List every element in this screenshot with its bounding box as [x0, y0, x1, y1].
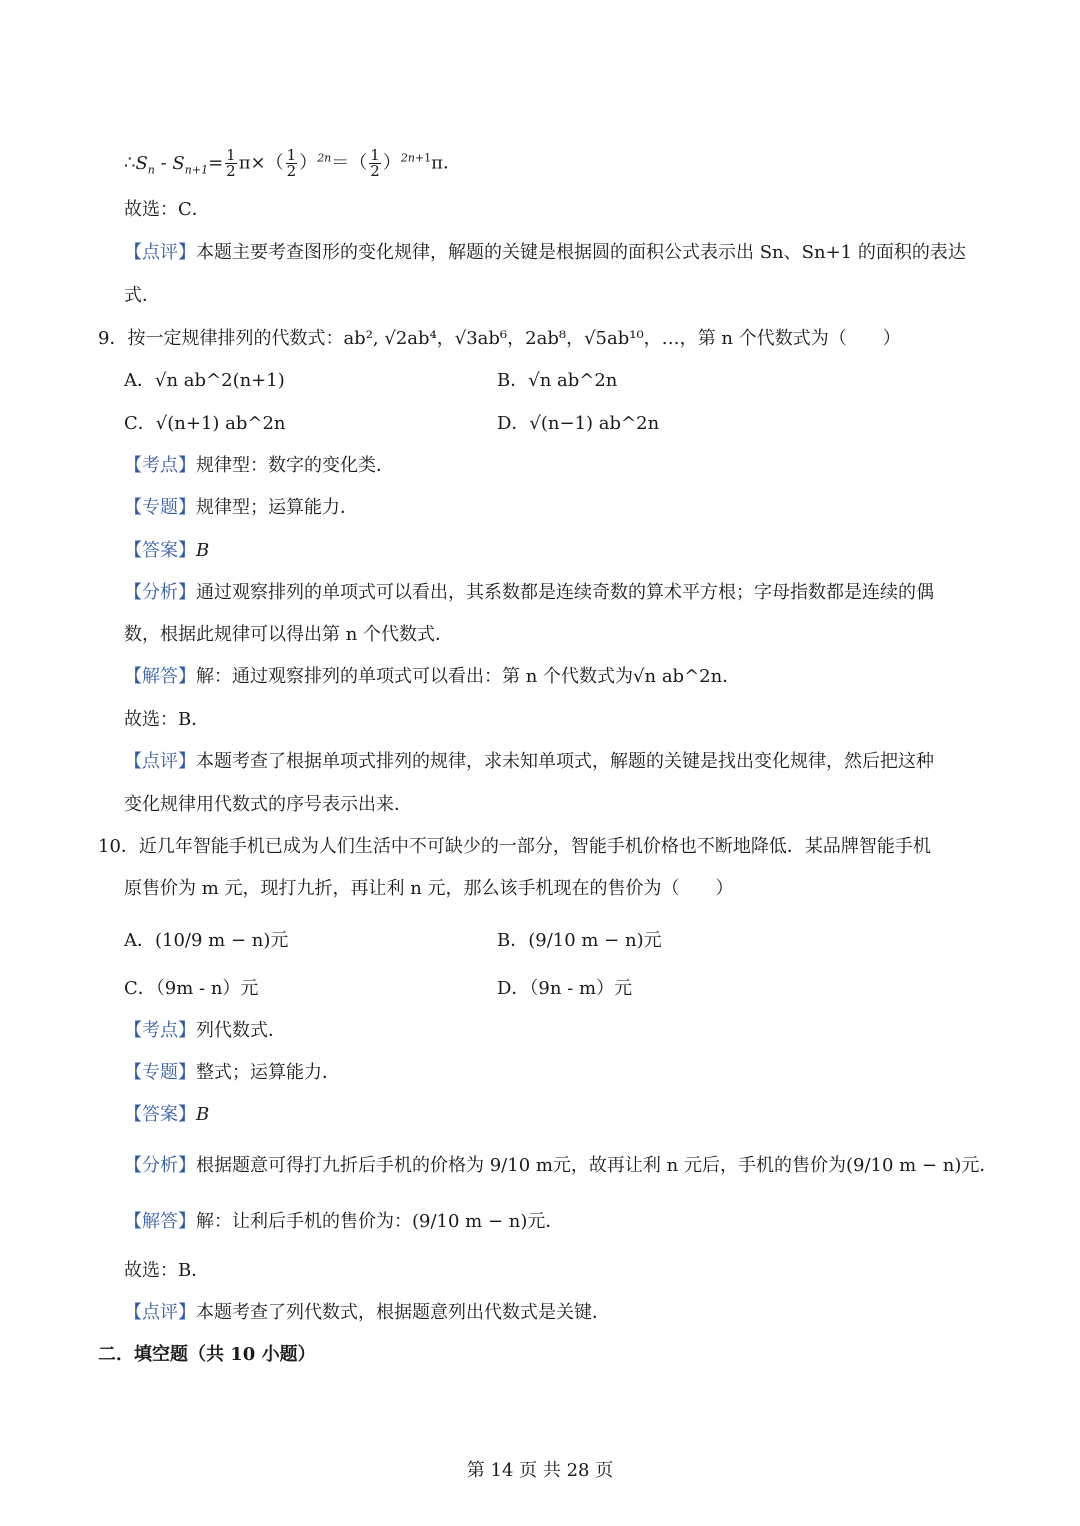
q9-zhuanti: 【专题】规律型；运算能力．: [124, 497, 358, 518]
prev-conclusion: 故选：C．: [124, 199, 210, 220]
q9-option-b: B．√n ab^2n: [497, 370, 618, 391]
q9-analysis-cont: 数，根据此规律可以得出第 n 个代数式．: [124, 624, 454, 645]
therefore-symbol: ∴: [124, 152, 136, 174]
q10-option-a: A．(10/9 m − n)元: [124, 930, 289, 951]
formula-sn-difference: $\therefore S_n - S_{n+1}=$ $\frac{1}{2}$ π×（ $\frac{1}{2}$ ）$^{2n}$＝（ $\frac{1}{2}$ ）$^{2n+1}$π．: [124, 146, 461, 180]
q10-option-b: B．(9/10 m − n)元: [497, 930, 662, 951]
q9-kaodian: 【考点】规律型：数字的变化类．: [124, 455, 394, 476]
page-footer: 第 14 页 共 28 页: [466, 1460, 614, 1481]
q10-solution: 【解答】解：让利后手机的售价为：(9/10 m − n)元．: [124, 1211, 564, 1232]
q9-stem-terms: ab², √2ab⁴，√3ab⁶，2ab⁸，√5ab¹⁰，…，: [343, 328, 698, 349]
q9-solution: 【解答】解：通过观察排列的单项式可以看出：第 n 个代数式为√n ab^2n．: [124, 666, 741, 687]
q9-stem: 9．按一定规律排列的代数式：ab², √2ab⁴，√3ab⁶，2ab⁸，√5ab¹⁰，…，第 n 个代数式为（ ）: [98, 328, 901, 349]
prev-review: 【点评】本题主要考查图形的变化规律，解题的关键是根据圆的面积公式表示出 Sn、Sn+1 的面积的表达: [124, 242, 966, 263]
prev-review-cont: 式．: [124, 285, 160, 306]
q9-review-cont: 变化规律用代数式的序号表示出来．: [124, 794, 412, 815]
q10-analysis: 【分析】根据题意可得打九折后手机的价格为 9/10 m元，故再让利 n 元后，手机的售价为(9/10 m − n)元．: [124, 1155, 998, 1176]
q10-option-c: C．（9m - n）元: [124, 978, 259, 999]
q9-option-a: A．√n ab^2(n+1): [124, 370, 285, 391]
q10-conclusion: 故选：B．: [124, 1260, 210, 1281]
q9-conclusion: 故选：B．: [124, 709, 210, 730]
q9-answer: 【答案】B: [124, 540, 210, 561]
q10-stem-cont: 原售价为 m 元，现打九折，再让利 n 元，那么该手机现在的售价为（ ）: [124, 878, 734, 899]
q10-answer: 【答案】B: [124, 1104, 210, 1125]
q10-option-d: D．（9n - m）元: [497, 978, 633, 999]
q9-option-d: D．√(n−1) ab^2n: [497, 413, 660, 434]
section-title: 二．填空题（共 10 小题）: [98, 1344, 316, 1365]
q9-option-c: C．√(n+1) ab^2n: [124, 413, 286, 434]
review-tag: 【点评】: [124, 242, 196, 263]
q10-kaodian: 【考点】列代数式．: [124, 1020, 286, 1041]
q10-review: 【点评】本题考查了列代数式，根据题意列出代数式是关键．: [124, 1302, 610, 1323]
q10-stem: 10．近几年智能手机已成为人们生活中不可缺少的一部分，智能手机价格也不断地降低．某品牌智能手机: [98, 836, 931, 857]
q9-review: 【点评】本题考查了根据单项式排列的规律，求未知单项式，解题的关键是找出变化规律，然后把这种: [124, 751, 934, 772]
q9-analysis: 【分析】通过观察排列的单项式可以看出，其系数都是连续奇数的算术平方根；字母指数都是连续的偶: [124, 582, 934, 603]
q10-zhuanti: 【专题】整式；运算能力．: [124, 1062, 340, 1083]
